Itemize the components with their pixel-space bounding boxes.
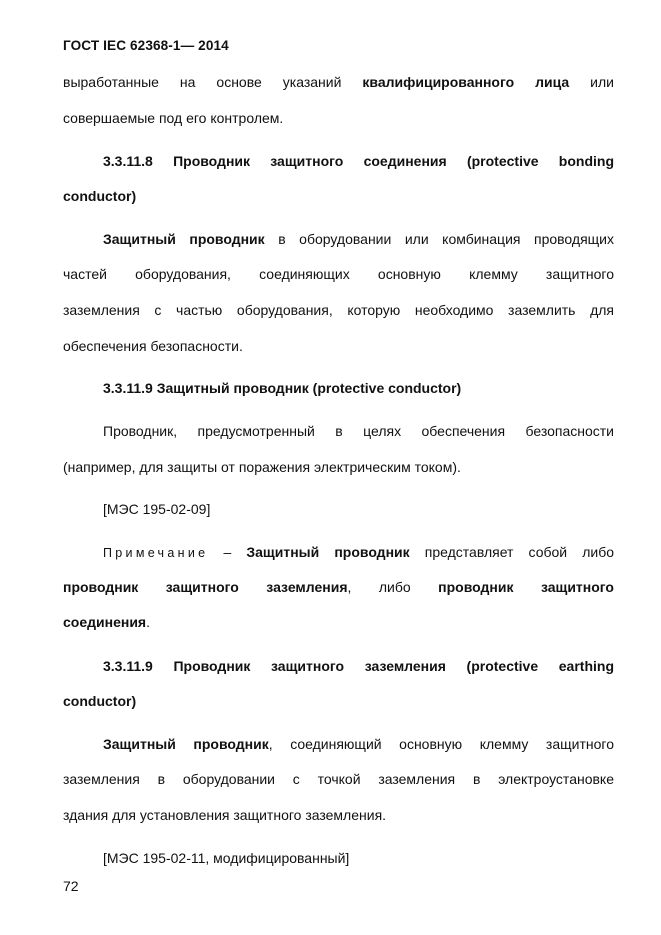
text-span: .	[146, 614, 150, 630]
section-heading: 3.3.11.9 Защитный проводник (protective conductor)	[103, 380, 462, 396]
note-line	[63, 578, 614, 596]
term-bold: Защитный проводник	[246, 544, 410, 560]
text-span: или	[569, 74, 614, 90]
text-line: (например, для защиты от поражения электрическим током).	[63, 459, 461, 475]
section-heading: 3.3.11.8 Проводник защитного соединения (protective bonding	[103, 153, 614, 169]
text-line: здания для установления защитного заземления.	[63, 807, 387, 823]
text-span: , либо	[347, 579, 439, 595]
text-span: –	[208, 544, 247, 560]
term-bold: Защитный проводник	[103, 736, 269, 752]
text-line: Проводник, предусмотренный в целях обеспечения безопасности	[103, 423, 614, 439]
text-line	[103, 230, 614, 248]
text-line: обеспечения безопасности.	[63, 338, 243, 354]
term-bold: проводник защитного	[438, 579, 614, 595]
document-header: ГОСТ IEC 62368-1— 2014	[63, 38, 229, 53]
text-line: частей оборудования, соединяющих основную клемму защитного	[63, 266, 614, 282]
note-label: Примечание	[103, 546, 209, 560]
reference: [МЭС 195-02-09]	[103, 501, 211, 517]
text-line: совершаемые под его контролем.	[63, 110, 284, 126]
term-bold: квалифицированного лица	[362, 74, 570, 90]
section-heading-cont: conductor)	[63, 188, 137, 204]
text-line	[63, 73, 614, 91]
term-bold: Защитный проводник	[103, 231, 265, 247]
term-bold: соединения	[63, 614, 147, 630]
term-bold: проводник защитного заземления	[63, 579, 348, 595]
section-heading: 3.3.11.9 Проводник защитного заземления (protective earthing	[103, 658, 614, 674]
text-line: заземления в оборудовании с точкой заземления в электроустановке	[63, 771, 614, 787]
text-line	[103, 735, 614, 753]
text-span: представляет собой либо	[409, 544, 615, 560]
page-number: 72	[63, 878, 79, 894]
note-line	[63, 613, 614, 631]
text-span: в оборудовании или комбинация проводящих	[264, 231, 614, 247]
text-span: выработанные на основе указаний	[63, 74, 363, 90]
text-span: , соединяющий основную клемму защитного	[268, 736, 614, 752]
note-line	[103, 543, 614, 562]
section-heading-cont: conductor)	[63, 693, 137, 709]
reference: [МЭС 195-02-11, модифицированный]	[103, 850, 350, 866]
text-line: заземления с частью оборудования, которую необходимо заземлить для	[63, 302, 614, 318]
